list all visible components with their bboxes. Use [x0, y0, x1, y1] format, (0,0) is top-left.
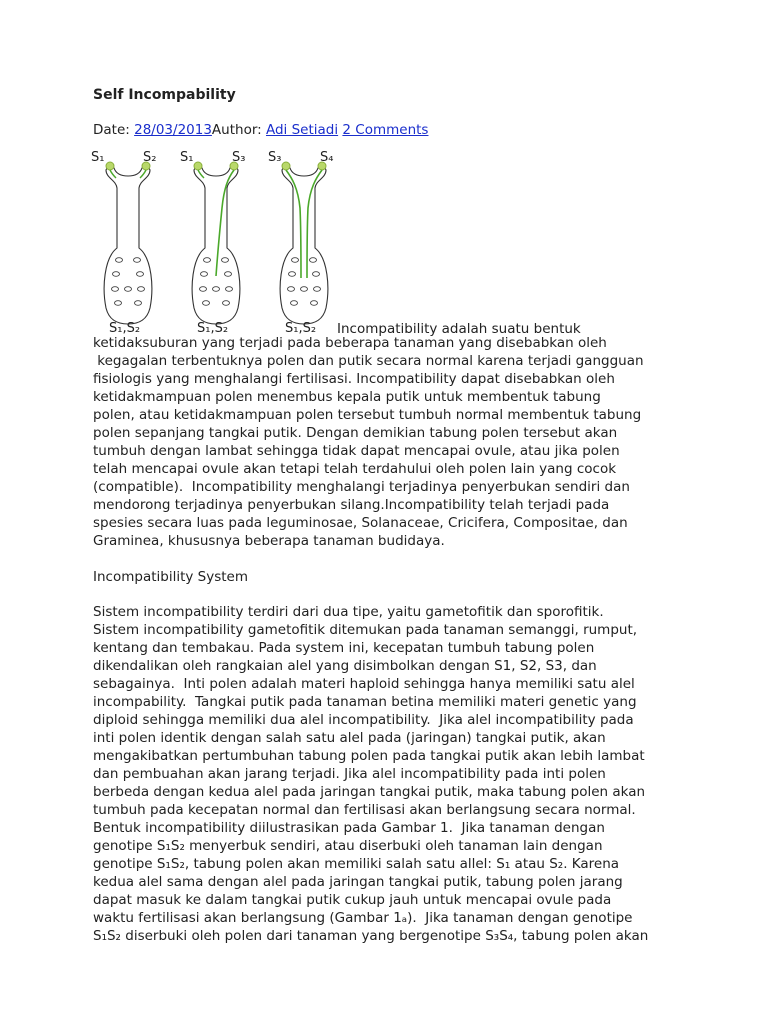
- paragraph1-line-5: polen, atau ketidakmampuan polen tersebut tumbuh normal membentuk tabung: [93, 407, 642, 423]
- paragraph2-line-4: sebagainya. Inti polen adalah materi haploid sehingga hanya memiliki satu alel: [93, 676, 635, 692]
- post-meta: [93, 120, 693, 140]
- paragraph2-line-10: berbeda dengan kedua alel pada jaringan tangkai putik, maka tabung polen akan: [93, 784, 646, 800]
- paragraph1-line-0: Incompatibility adalah suatu bentuk: [337, 321, 581, 337]
- page-title: Self Incompability: [93, 87, 236, 103]
- label-p1-bottom: S₁,S₂: [109, 321, 141, 334]
- label-p2-bottom: S₁,S₂: [197, 321, 229, 334]
- paragraph1-line-9: (compatible). Incompatibility menghalangi terjadinya penyerbukan sendiri dan: [93, 479, 630, 495]
- paragraph2-line-16: dapat masuk ke dalam tangkai putik cukup jauh untuk mencapai ovule pada: [93, 892, 612, 908]
- paragraph1-line-7: tumbuh dengan lambat sehingga tidak dapat mencapai ovule, atau jika polen: [93, 443, 620, 459]
- pollen-grain-icon: [106, 162, 114, 170]
- pollen-grain-icon: [194, 162, 202, 170]
- paragraph2-line-6: diploid sehingga memiliki dua alel incompatibility. Jika alel incompatibility pada: [93, 712, 634, 728]
- ovules-3: [288, 258, 321, 306]
- label-p3-right: S₄: [320, 150, 334, 165]
- paragraph1-line-12: Graminea, khususnya beberapa tanaman budidaya.: [93, 533, 445, 549]
- paragraph1-line-8: telah mencapai ovule akan tetapi telah terdahului oleh polen lain yang cocok: [93, 461, 617, 477]
- paragraph1-line-11: spesies secara luas pada leguminosae, Solanaceae, Cricifera, Compositae, dan: [93, 515, 628, 531]
- paragraph2-line-7: inti polen identik dengan salah satu alel pada (jaringan) tangkai putik, akan: [93, 730, 606, 746]
- figure-and-intro: [91, 148, 693, 337]
- paragraph-1: [93, 334, 693, 550]
- author-link[interactable]: Adi Setiadi: [265, 122, 339, 138]
- label-p2-left: S₁: [180, 150, 194, 165]
- paragraph1-line-2: kegagalan terbentuknya polen dan putik secara normal karena terjadi gangguan: [93, 353, 644, 369]
- author-label: Author:: [211, 122, 266, 138]
- paragraph2-line-0: Sistem incompatibility terdiri dari dua tipe, yaitu gametofitik dan sporofitik.: [93, 604, 604, 620]
- paragraph2-line-3: dikendalikan oleh rangkaian alel yang disimbolkan dengan S1, S2, S3, dan: [93, 658, 597, 674]
- paragraph1-line-4: ketidakmampuan polen menembus kepala putik untuk membentuk tabung: [93, 389, 601, 405]
- label-p1-right: S₂: [143, 150, 157, 165]
- section-heading: Incompatibility System: [93, 569, 248, 585]
- pollen-tube-long: [216, 170, 234, 276]
- pistil-1: [104, 166, 152, 324]
- label-p1-left: S₁: [91, 150, 105, 165]
- document-page: [93, 85, 693, 945]
- paragraph1-line-10: mendorong terjadinya penyerbukan silang.Incompatibility telah terjadi pada: [93, 497, 610, 513]
- paragraph2-line-2: kentang dan tembakau. Pada system ini, kecepatan tumbuh tabung polen: [93, 640, 595, 656]
- date-label: Date:: [93, 122, 135, 138]
- date-link[interactable]: 28/03/2013: [134, 122, 212, 138]
- paragraph1-line-1: ketidaksuburan yang terjadi pada beberapa tanaman yang disebabkan oleh: [93, 335, 607, 351]
- paragraph2-line-14: genotipe S₁S₂, tabung polen akan memiliki salah satu allel: S₁ atau S₂. Karena: [93, 856, 620, 872]
- ovules-1: [112, 258, 145, 306]
- label-p3-left: S₃: [268, 150, 282, 165]
- paragraph-2: [93, 603, 693, 945]
- paragraph1-line-6: polen sepanjang tangkai putik. Dengan demikian tabung polen tersebut akan: [93, 425, 618, 441]
- paragraph2-line-18: S₁S₂ diserbuki oleh polen dari tanaman yang bergenotipe S₃S₄, tabung polen akan: [93, 928, 649, 944]
- ovules-2: [200, 258, 233, 306]
- pistil-3: [280, 166, 328, 324]
- paragraph2-line-17: waktu fertilisasi akan berlangsung (Gambar 1ₐ). Jika tanaman dengan genotipe: [93, 910, 633, 926]
- label-p2-right: S₃: [232, 150, 246, 165]
- paragraph2-line-9: dan pembuahan akan jarang terjadi. Jika alel incompatibility pada inti polen: [93, 766, 606, 782]
- pistil-figure: [90, 148, 340, 334]
- paragraph2-line-13: genotipe S₁S₂ menyerbuk sendiri, atau diserbuki oleh tanaman lain dengan: [93, 838, 603, 854]
- paragraph1-line-3: fisiologis yang menghalangi fertilisasi. Incompatibility dapat disebabkan oleh: [93, 371, 615, 387]
- pistil-2: [192, 166, 240, 324]
- label-p3-bottom: S₁,S₂: [285, 321, 317, 334]
- paragraph2-line-11: tumbuh pada kecepatan normal dan fertilisasi akan berlangsung secara normal.: [93, 802, 636, 818]
- paragraph2-line-15: kedua alel sama dengan alel pada jaringan tangkai putik, tabung polen jarang: [93, 874, 623, 890]
- pollen-grain-icon: [282, 162, 290, 170]
- paragraph2-line-12: Bentuk incompatibility diilustrasikan pada Gambar 1. Jika tanaman dengan: [93, 820, 605, 836]
- paragraph2-line-8: mengakibatkan pertumbuhan tabung polen pada tangkai putik akan lebih lambat: [93, 748, 645, 764]
- comments-link[interactable]: 2 Comments: [342, 122, 429, 138]
- paragraph2-line-1: Sistem incompatibility gametofitik ditemukan pada tanaman semanggi, rumput,: [93, 622, 638, 638]
- paragraph2-line-5: incompability. Tangkai putik pada tanaman betina memiliki materi genetic yang: [93, 694, 637, 710]
